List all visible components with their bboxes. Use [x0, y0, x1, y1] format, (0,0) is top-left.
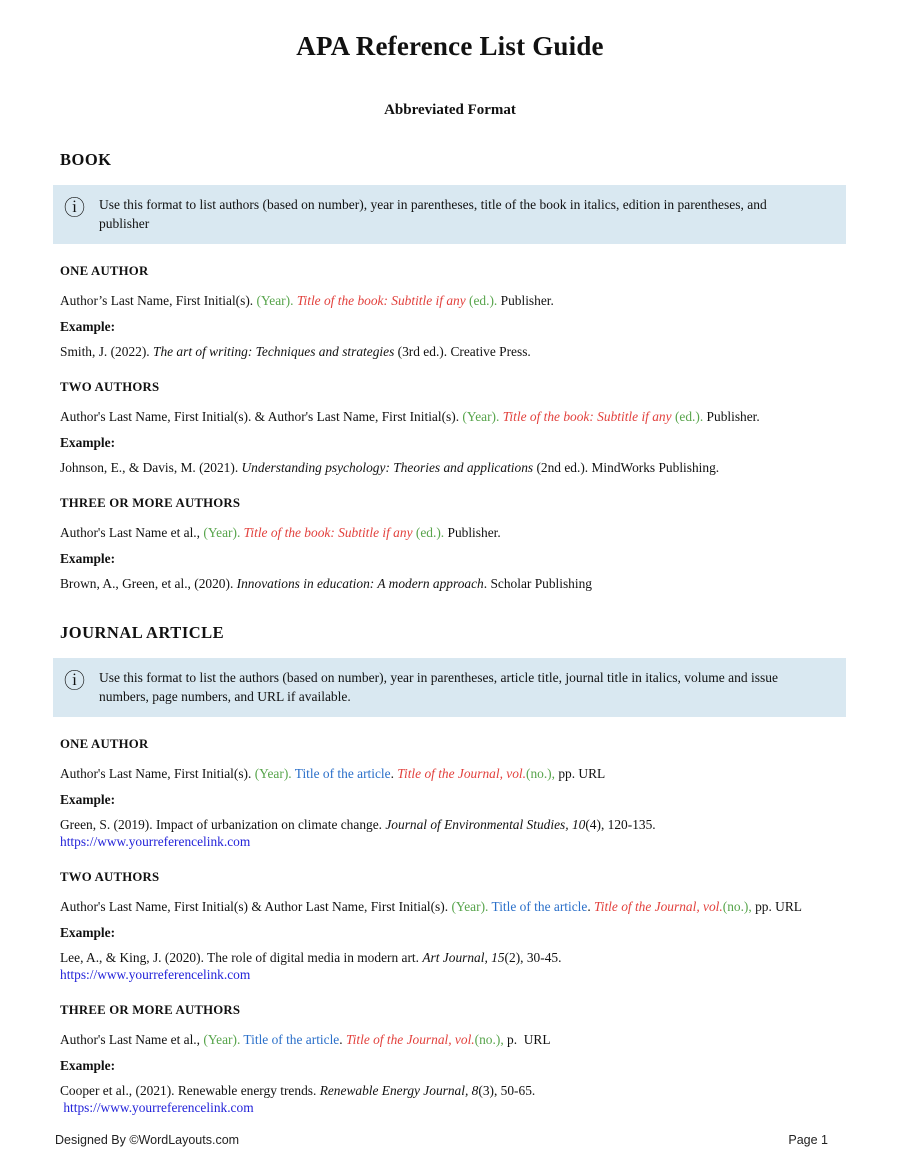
text-segment: Title of the book: Subtitle if any	[502, 409, 672, 424]
text-segment: Renewable Energy Journal, 8	[319, 1083, 479, 1098]
text-segment: Author's Last Name, First Initial(s).	[60, 766, 255, 781]
example-label: Example:	[60, 435, 116, 450]
text-segment: (Year).	[451, 899, 489, 914]
example-line	[60, 949, 846, 983]
text-segment: Author's Last Name, First Initial(s) & Author Last Name, First Initial(s).	[60, 899, 452, 914]
text-segment: Title of the article	[294, 766, 391, 781]
section-journal-article	[60, 623, 846, 1116]
text-segment: (no.),	[525, 766, 555, 781]
text-segment: Title of the book: Subtitle if any	[243, 525, 413, 540]
section-heading-journal-article: JOURNAL ARTICLE	[60, 623, 225, 642]
example-line	[60, 575, 846, 592]
format-line	[60, 292, 846, 309]
entry-subheading-two-authors: TWO AUTHORS	[60, 380, 160, 394]
text-segment: (Year).	[203, 525, 241, 540]
format-line	[60, 898, 846, 915]
format-line	[60, 1031, 846, 1048]
section-book	[60, 150, 846, 592]
text-segment: (4), 120-135.	[585, 817, 656, 832]
page-footer	[55, 1133, 828, 1147]
text-segment: Title of the book: Subtitle if any	[296, 293, 466, 308]
text-segment: (2), 30-45.	[504, 950, 562, 965]
text-segment: Title of the Journal, vol.	[397, 766, 526, 781]
entry-subheading-one-author: ONE AUTHOR	[60, 264, 149, 278]
sections-container	[0, 150, 900, 1116]
info-icon: ⓘ	[64, 669, 85, 693]
text-segment: (2nd ed.). MindWorks Publishing.	[533, 460, 720, 475]
text-segment: Johnson, E., & Davis, M. (2021).	[60, 460, 242, 475]
text-segment: Publisher.	[703, 409, 760, 424]
example-label: Example:	[60, 1058, 116, 1073]
example-line	[60, 459, 846, 476]
text-segment: Publisher.	[497, 293, 554, 308]
example-label: Example:	[60, 925, 116, 940]
entry-subheading-three-or-more-authors: THREE OR MORE AUTHORS	[60, 496, 241, 510]
info-box-text: Use this format to list authors (based on number), year in parentheses, title of the book in italics, edition in parentheses, and publisher	[99, 197, 767, 231]
text-segment: Innovations in education: A modern approach	[236, 576, 484, 591]
format-line	[60, 408, 846, 425]
example-line	[60, 1082, 846, 1116]
text-segment: Lee, A., & King, J. (2020). The role of digital media in modern art.	[60, 950, 423, 965]
example-line	[60, 816, 846, 850]
text-segment: Title of the article	[491, 899, 588, 914]
text-segment: (Year).	[254, 766, 292, 781]
text-segment: Journal of Environmental Studies, 10	[385, 817, 586, 832]
text-segment: (3rd ed.). Creative Press.	[394, 344, 531, 359]
footer-page-number: Page 1	[788, 1133, 828, 1147]
page-subtitle: Abbreviated Format	[384, 102, 516, 118]
text-segment: Green, S. (2019). Impact of urbanization on climate change.	[60, 817, 386, 832]
text-segment: Author's Last Name et al.,	[60, 525, 204, 540]
example-label: Example:	[60, 551, 116, 566]
text-segment: (no.),	[722, 899, 752, 914]
text-segment: Brown, A., Green, et al., (2020).	[60, 576, 237, 591]
text-segment: p. URL	[503, 1032, 551, 1047]
info-box	[53, 658, 846, 717]
text-segment: Title of the Journal, vol.	[594, 899, 723, 914]
text-segment: pp. URL	[751, 899, 802, 914]
page-title: APA Reference List Guide	[296, 31, 604, 61]
footer-credit: Designed By ©WordLayouts.com	[55, 1133, 240, 1147]
entry-subheading-two-authors: TWO AUTHORS	[60, 870, 160, 884]
entry-subheading-three-or-more-authors: THREE OR MORE AUTHORS	[60, 1003, 241, 1017]
reference-link[interactable]: https://www.yourreferencelink.com	[60, 834, 251, 849]
text-segment: pp. URL	[555, 766, 606, 781]
text-segment: Publisher.	[444, 525, 501, 540]
info-box-text: Use this format to list the authors (based on number), year in parentheses, article title, journal title in italics, volume and issue numbers, page numbers, and URL if available.	[99, 670, 778, 704]
section-heading-book: BOOK	[60, 150, 112, 169]
text-segment: Title of the Journal, vol.	[345, 1032, 475, 1047]
entry-subheading-one-author: ONE AUTHOR	[60, 737, 149, 751]
text-segment: The art of writing: Techniques and strategies	[153, 344, 395, 359]
text-segment: (3), 50-65.	[478, 1083, 536, 1098]
text-segment: .	[587, 899, 595, 914]
example-label: Example:	[60, 319, 116, 334]
text-segment: (Year).	[256, 293, 294, 308]
info-icon: ⓘ	[64, 196, 85, 220]
reference-link[interactable]: https://www.yourreferencelink.com	[60, 1100, 254, 1115]
text-segment: .	[390, 766, 398, 781]
format-line	[60, 524, 846, 541]
text-segment: (ed.).	[415, 525, 445, 540]
text-segment: Author's Last Name et al.,	[60, 1032, 204, 1047]
text-segment: (Year).	[203, 1032, 241, 1047]
text-segment: Cooper et al., (2021). Renewable energy trends.	[60, 1083, 320, 1098]
format-line	[60, 765, 846, 782]
text-segment: (Year).	[462, 409, 500, 424]
text-segment: Author’s Last Name, First Initial(s).	[60, 293, 257, 308]
text-segment: Art Journal, 15	[422, 950, 505, 965]
text-segment: . Scholar Publishing	[483, 576, 592, 591]
text-segment: (ed.).	[674, 409, 704, 424]
text-segment: Author's Last Name, First Initial(s). & Author's Last Name, First Initial(s).	[60, 409, 463, 424]
text-segment: .	[339, 1032, 346, 1047]
reference-link[interactable]: https://www.yourreferencelink.com	[60, 967, 251, 982]
text-segment: Smith, J. (2022).	[60, 344, 153, 359]
text-segment: (ed.).	[469, 293, 498, 308]
text-segment: (no.),	[474, 1032, 504, 1047]
example-line	[60, 343, 846, 360]
text-segment: Title of the article	[243, 1032, 340, 1047]
example-label: Example:	[60, 792, 116, 807]
info-box	[53, 185, 846, 244]
text-segment: Understanding psychology: Theories and applications	[241, 460, 534, 475]
